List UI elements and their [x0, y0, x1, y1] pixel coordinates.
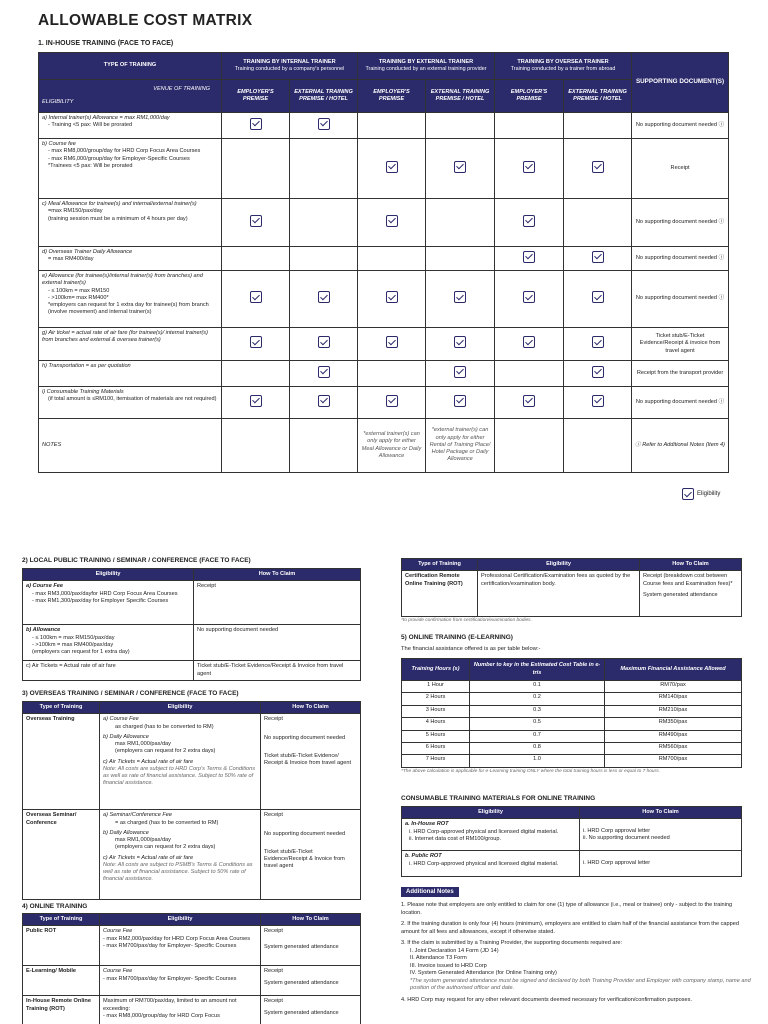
- checkbox-icon: [682, 488, 694, 500]
- s4-claim-header: How To Claim: [261, 914, 361, 926]
- local-public-training-table: [22, 568, 361, 681]
- eligibility-cell: [290, 361, 358, 387]
- eligibility-cell: [222, 271, 290, 328]
- add-note-3-ii: II. Attendance T3 Form: [410, 955, 467, 962]
- hours-cell: 1 Hour: [402, 681, 470, 693]
- eligibility-cell: [495, 361, 564, 387]
- s2-row-a: a) Course Fee - max RM3,000/pax/dayfor HRD Corp Focus Area Courses - max RM1,300/pax/day for Employer Specific Courses: [23, 581, 194, 625]
- in-house-row: [39, 328, 729, 361]
- checkbox-icon: [386, 395, 398, 407]
- s4-claims-elearning: Receipt System generated attendance: [261, 966, 361, 996]
- sub-emp-oversea: EMPLOYER'S PREMISE: [495, 80, 564, 113]
- s4-elig-public-rot: Course Fee - max RM2,000/pax/day for HRD Corp Focus Area Courses - max RM700/pax/day for Employer- Specific Courses: [100, 926, 261, 966]
- s5a-type-header: Type of Training: [402, 559, 478, 571]
- eligibility-cell: [426, 139, 495, 199]
- hours-cell: 3 Hours: [402, 705, 470, 717]
- eligibility-line: *employers can request for 1 extra day for trainee(s) from branch (involve movement) and internal trainer(s): [48, 302, 209, 316]
- group-internal-header: TRAINING BY INTERNAL TRAINER Training conducted by a company's personnel: [222, 53, 358, 80]
- eligibility-line: b) Course fee: [42, 141, 76, 147]
- eligibility-cell: [426, 113, 495, 139]
- supporting-document: [632, 247, 729, 271]
- in-house-row: [39, 271, 729, 328]
- eligibility-cell: [495, 328, 564, 361]
- hours-cell: 0.2: [470, 693, 605, 705]
- checkbox-icon: [386, 161, 398, 173]
- sub-emp-internal: EMPLOYER'S PREMISE: [222, 80, 290, 113]
- eligibility-cell: [222, 113, 290, 139]
- in-house-row: [39, 113, 729, 139]
- additional-notes-heading: Additional Notes: [401, 887, 459, 897]
- s6-row-inhouse: a. In-House ROT i. HRD Corp-approved physical and licensed digital material. ii. Internet data cost of RM100/group.: [402, 819, 580, 851]
- s2-row-b: b) Allowance - ≤ 100km = max RM150/pax/day - >100km = max RM400/pax/day (employers can request for 1 extra day): [23, 625, 194, 661]
- s3-type-overseas-seminar: Overseas Seminar/ Conference: [23, 810, 100, 900]
- sub-ext-external: EXTERNAL TRAINING PREMISE / HOTEL: [426, 80, 495, 113]
- checkbox-icon: [592, 366, 604, 378]
- eligibility-line: g) Air ticket = actual rate of air fare (for trainee(s)/ internal trainer(s) from branches and external & oversea trainer(s): [42, 330, 208, 344]
- s3-claim-header: How To Claim: [261, 702, 361, 714]
- info-icon: ⓘ: [717, 218, 725, 225]
- checkbox-icon: [318, 395, 330, 407]
- eligibility-line: d) Overseas Trainer Daily Allowance: [42, 249, 133, 255]
- supporting-document: [632, 199, 729, 247]
- supporting-document-text: No supporting document needed: [635, 121, 718, 128]
- s4-type-inhouse-rot: In-House Remote Online Training (ROT): [23, 996, 100, 1024]
- s5a-claim-header: How To Claim: [640, 559, 742, 571]
- in-house-row: [39, 361, 729, 387]
- hours-cell: RM350/pax: [605, 718, 742, 730]
- legend-label: Eligibility: [697, 491, 721, 497]
- add-note-3-footnote: *The system generated attendance must be signed and declared by both Training Provider and Employer with company stamp, name and position of the authorised officer and date.: [410, 977, 751, 992]
- eligibility-cell: [426, 271, 495, 328]
- eligibility-cell: [290, 247, 358, 271]
- s4-type-header: Type of Training: [23, 914, 100, 926]
- section-5-intro: The financial assistance offered is as per table below:-: [401, 646, 541, 652]
- supporting-document-text: No supporting document needed: [635, 398, 718, 405]
- s6-eligibility-header: Eligibility: [402, 807, 580, 819]
- hours-cell: RM560/pax: [605, 742, 742, 754]
- checkbox-icon: [250, 336, 262, 348]
- notes-label: NOTES: [39, 419, 222, 473]
- eligibility-cell: [564, 247, 632, 271]
- hours-row: [402, 693, 742, 705]
- hours-row: [402, 705, 742, 717]
- group-external-header: TRAINING BY EXTERNAL TRAINER Training conducted by an external training provider: [358, 53, 495, 80]
- eligibility-line: e) Allowance (for trainee(s)/internal trainer(s) from branches) and external trainer(s): [42, 273, 203, 287]
- checkbox-icon: [250, 291, 262, 303]
- hours-cell: RM490/pax: [605, 730, 742, 742]
- venue-label: VENUE OF TRAINING: [153, 86, 210, 93]
- checkbox-icon: [592, 395, 604, 407]
- row-eligibility: [39, 199, 222, 247]
- in-house-row: [39, 247, 729, 271]
- row-eligibility: [39, 139, 222, 199]
- eligibility-cell: [564, 361, 632, 387]
- eligibility-line: - Training <5 pax: Will be prorated: [48, 122, 133, 129]
- eligibility-line: = max RM400/day: [48, 256, 94, 263]
- in-house-row: [39, 199, 729, 247]
- sub-ext-internal: EXTERNAL TRAINING PREMISE / HOTEL: [290, 80, 358, 113]
- section-6-heading: CONSUMABLE TRAINING MATERIALS FOR ONLINE TRAINING: [401, 795, 596, 802]
- type-of-training-header: TYPE OF TRAINING: [39, 53, 222, 80]
- s6-row-public: b. Public ROT i. HRD Corp-approved physical and licensed digital material.: [402, 851, 580, 877]
- eligibility-cell: [222, 328, 290, 361]
- certification-rot-table: [401, 558, 742, 617]
- supporting-document-text: Receipt: [670, 164, 690, 171]
- add-note-4: 4. HRD Corp may request for any other relevant documents deemed necessary for verification/confirmation purposes.: [401, 997, 693, 1004]
- supporting-document-text: No supporting document needed: [635, 254, 718, 261]
- hours-cell: 7 Hours: [402, 755, 470, 767]
- checkbox-icon: [454, 291, 466, 303]
- note-refer: ⓘ Refer to Additional Notes (Item 4): [632, 419, 729, 473]
- s2-claim-a: Receipt: [194, 581, 361, 625]
- eligibility-cell: [564, 387, 632, 419]
- note-meal: *external trainer(s) can only apply for either Meal Allowance or Daily Allowance: [358, 419, 426, 473]
- section-1-heading: 1. IN-HOUSE TRAINING (FACE TO FACE): [38, 40, 174, 47]
- venue-eligibility-header: [39, 80, 222, 113]
- eligibility-cell: [495, 199, 564, 247]
- info-icon: ⓘ: [717, 254, 725, 261]
- eligibility-cell: [222, 247, 290, 271]
- in-house-row: [39, 387, 729, 419]
- eligibility-cell: [222, 139, 290, 199]
- s3-elig-overseas-seminar: a) Seminar/Conference Fee = as charged (has to be converted to RM) b) Daily Allowance max RM1,000/pax/day (employers can request for 2 extra days) c) Air Tickets = Actual rate of air fare Note: All costs are subject to PSMB's Terms & Conditions as well as rate of financial assistance. Subject to 50% rate of financial assistance.: [100, 810, 261, 900]
- eligibility-line: - max RM6,000/group/day for Employer-Specific Courses: [48, 155, 190, 162]
- hours-cell: RM700/pax: [605, 755, 742, 767]
- eligibility-cell: [358, 387, 426, 419]
- eligibility-cell: [290, 139, 358, 199]
- eligibility-cell: [426, 328, 495, 361]
- eligibility-cell: [358, 271, 426, 328]
- eligibility-line: - ≤ 100km = max RM150: [48, 287, 110, 294]
- eligibility-cell: [358, 361, 426, 387]
- eligibility-line: i) Consumable Training Materials: [42, 389, 124, 395]
- s3-type-header: Type of Training: [23, 702, 100, 714]
- eligibility-line: c) Meal Allowance for trainee(s) and internal/external trainer(s): [42, 201, 197, 207]
- overseas-training-table: [22, 701, 361, 900]
- checkbox-icon: [454, 336, 466, 348]
- s5a-eligibility-header: Eligibility: [478, 559, 640, 571]
- add-note-2: 2. If the training duration is only four (4) hours (minimum), employers are entitled to claim half of the financial assistance from the capped amount for all fees and allowances, except if otherwise stated.: [401, 921, 739, 935]
- note-rental: *external trainer(s) can only apply for either Rental of Training Place/ Hotel Package or Daily Allowance: [426, 419, 495, 473]
- eligibility-cell: [426, 361, 495, 387]
- eligibility-cell: [358, 139, 426, 199]
- checkbox-icon: [386, 215, 398, 227]
- s2-row-c: c) Air Tickets = Actual rate of air fare: [23, 661, 194, 681]
- s5a-footnote: *to provide confirmation from certification/examination bodies.: [401, 618, 532, 623]
- eligibility-cell: [564, 271, 632, 328]
- s2-claim-c: Ticket stub/E-Ticket Evidence/Receipt & Invoice from travel agent: [194, 661, 361, 681]
- s4-eligibility-header: Eligibility: [100, 914, 261, 926]
- eligibility-cell: [426, 247, 495, 271]
- row-eligibility: [39, 247, 222, 271]
- eligibility-line: h) Transportation = as per quotation: [42, 363, 131, 369]
- row-eligibility: [39, 271, 222, 328]
- eligibility-cell: [495, 139, 564, 199]
- info-icon: ⓘ: [717, 398, 725, 405]
- hours-row: [402, 718, 742, 730]
- checkbox-icon: [523, 291, 535, 303]
- eligibility-line: (if total amount is ≤RM100, itemisation of materials are not required): [48, 396, 217, 403]
- hours-cell: 0.8: [470, 742, 605, 754]
- supporting-document: [632, 271, 729, 328]
- eligibility-cell: [564, 139, 632, 199]
- supporting-document-text: Ticket stub/E-Ticket Evidence/Receipt & invoice from travel agent: [639, 333, 721, 354]
- eligibility-cell: [290, 271, 358, 328]
- s3-elig-overseas-training: a) Course Fee as charged (has to be converted to RM) b) Daily Allowance max RM1,000/pax/day (employers can request for 2 extra days) c) Air Tickets = Actual rate of air fare Note: All costs are subject to HRD Corp's Terms & Conditions as well as rate of financial assistance. Subject to 50% rate of financial assistance.: [100, 714, 261, 810]
- s2-claim-header: How To Claim: [194, 569, 361, 581]
- eligibility-line: *Trainees <5 pax: Will be prorated: [48, 162, 133, 169]
- s6-claim-header: How To Claim: [580, 807, 742, 819]
- checkbox-icon: [523, 395, 535, 407]
- group-oversea-header: TRAINING BY OVERSEA TRAINER Training conducted by a trainer from abroad: [495, 53, 632, 80]
- s3-claims-overseas-seminar: Receipt No supporting document needed Ticket stub/E-Ticket Evidence/Receipt & Invoice from travel agent: [261, 810, 361, 900]
- eligibility-cell: [495, 247, 564, 271]
- checkbox-icon: [318, 366, 330, 378]
- section-2-heading: 2) LOCAL PUBLIC TRAINING / SEMINAR / CONFERENCE (FACE TO FACE): [22, 557, 251, 564]
- elearning-hours-table: [401, 658, 742, 768]
- checkbox-icon: [454, 366, 466, 378]
- eligibility-cell: [290, 387, 358, 419]
- eligibility-cell: [426, 387, 495, 419]
- eligibility-line: - max RM8,000/group/day for HRD Corp Focus Area Courses: [48, 148, 201, 155]
- checkbox-icon: [454, 161, 466, 173]
- s5-hours-header: Training Hours (s): [402, 659, 470, 681]
- s4-elig-elearning: Course Fee - max RM700/pax/day for Employer- Specific Courses: [100, 966, 261, 996]
- s4-elig-inhouse-rot: Maximum of RM700/pax/day, limited to an amount not exceeding: - max RM8,000/group/day for HRD Corp Focus: [100, 996, 261, 1024]
- eligibility-cell: [495, 387, 564, 419]
- eligibility-line: (training session must be a minimum of 4 hours per day): [48, 215, 188, 222]
- eligibility-cell: [358, 113, 426, 139]
- supporting-document: [632, 387, 729, 419]
- s4-type-elearning: E-Learning/ Mobile: [23, 966, 100, 996]
- hours-cell: 5 Hours: [402, 730, 470, 742]
- checkbox-icon: [318, 118, 330, 130]
- section-4-heading: 4) ONLINE TRAINING: [22, 903, 88, 910]
- eligibility-cell: [564, 113, 632, 139]
- checkbox-icon: [386, 291, 398, 303]
- info-icon: ⓘ: [717, 121, 725, 128]
- sub-ext-oversea: EXTERNAL TRAINING PREMISE / HOTEL: [564, 80, 632, 113]
- eligibility-cell: [290, 199, 358, 247]
- checkbox-icon: [592, 161, 604, 173]
- eligibility-line: - >100km= max RM400*: [48, 294, 109, 301]
- hours-cell: RM70/pax: [605, 681, 742, 693]
- hours-cell: RM140/pax: [605, 693, 742, 705]
- checkbox-icon: [592, 291, 604, 303]
- supporting-document: [632, 361, 729, 387]
- hours-row: [402, 681, 742, 693]
- s5-footnote: *The above calculation is applicable for e-Learning training ONLY where the total training hours is less or equal to 7 hours.: [401, 769, 660, 774]
- checkbox-icon: [250, 395, 262, 407]
- supporting-documents-header: SUPPORTING DOCUMENT(S): [632, 53, 729, 113]
- eligibility-cell: [222, 361, 290, 387]
- checkbox-icon: [523, 251, 535, 263]
- add-note-1: 1. Please note that employers are only entitled to claim for one (1) type of allowance (i.e., meal or trainee) only - subject to the training location.: [401, 902, 733, 916]
- checkbox-icon: [318, 336, 330, 348]
- online-training-table: [22, 913, 361, 1024]
- s5a-type: Certification Remote Online Training (ROT): [402, 571, 478, 617]
- section-3-heading: 3) OVERSEAS TRAINING / SEMINAR / CONFERENCE (FACE TO FACE): [22, 690, 239, 697]
- row-eligibility: [39, 361, 222, 387]
- hours-cell: 0.7: [470, 730, 605, 742]
- s3-claims-overseas-training: Receipt No supporting document needed Ticket stub/E-Ticket Evidence/ Receipt & Invoice from travel agent: [261, 714, 361, 810]
- eligibility-cell: [290, 328, 358, 361]
- eligibility-cell: [358, 247, 426, 271]
- in-house-training-table: [38, 52, 729, 473]
- eligibility-cell: [358, 328, 426, 361]
- hours-row: [402, 742, 742, 754]
- eligibility-cell: [426, 199, 495, 247]
- info-icon: ⓘ: [635, 441, 641, 448]
- add-note-3: 3. If the claim is submitted by a Training Provider, the supporting documents required are:: [401, 940, 623, 947]
- supporting-document: [632, 139, 729, 199]
- hours-cell: RM210/pax: [605, 705, 742, 717]
- hours-cell: 2 Hours: [402, 693, 470, 705]
- supporting-document: [632, 328, 729, 361]
- checkbox-icon: [250, 118, 262, 130]
- checkbox-icon: [523, 215, 535, 227]
- add-note-3-iv: IV. System Generated Attendance (for Online Training only): [410, 970, 557, 977]
- in-house-row: [39, 139, 729, 199]
- hours-cell: 0.5: [470, 718, 605, 730]
- checkbox-icon: [250, 215, 262, 227]
- s5-max-header: Maximum Financial Assistance Allowed: [605, 659, 742, 681]
- s6-claims-inhouse: i. HRD Corp approval letter ii. No supporting document needed: [580, 819, 742, 851]
- checkbox-icon: [592, 251, 604, 263]
- checkbox-icon: [592, 336, 604, 348]
- s3-type-overseas-training: Overseas Training: [23, 714, 100, 810]
- section-5-heading: 5) ONLINE TRAINING (E-LEARNING): [401, 634, 513, 641]
- eligibility-label: ELIGIBILITY: [42, 98, 74, 105]
- legend: [682, 488, 720, 500]
- s2-claim-b: No supporting document needed: [194, 625, 361, 661]
- hours-row: [402, 730, 742, 742]
- hours-cell: 0.3: [470, 705, 605, 717]
- additional-notes: [401, 902, 751, 1005]
- row-eligibility: [39, 113, 222, 139]
- eligibility-cell: [358, 199, 426, 247]
- eligibility-cell: [222, 387, 290, 419]
- hours-cell: 0.1: [470, 681, 605, 693]
- hours-cell: 1.0: [470, 755, 605, 767]
- eligibility-cell: [495, 113, 564, 139]
- sub-emp-external: EMPLOYER'S PREMISE: [358, 80, 426, 113]
- eligibility-line: =max RM150/pax/day: [48, 208, 103, 215]
- eligibility-cell: [564, 328, 632, 361]
- checkbox-icon: [454, 395, 466, 407]
- hours-cell: 4 Hours: [402, 718, 470, 730]
- s6-claims-public: i. HRD Corp approval letter: [580, 851, 742, 877]
- s2-eligibility-header: Eligibility: [23, 569, 194, 581]
- s3-eligibility-header: Eligibility: [100, 702, 261, 714]
- row-eligibility: [39, 387, 222, 419]
- info-icon: ⓘ: [717, 295, 725, 302]
- eligibility-cell: [564, 199, 632, 247]
- eligibility-cell: [222, 199, 290, 247]
- eligibility-line: a) Internal trainer(s) Allowance = max RM1,000/day: [42, 115, 170, 121]
- add-note-3-i: I. Joint Declaration 14 Form (JD 14): [410, 947, 499, 954]
- s5-etris-header: Number to key in the Estimated Cost Table in e-tris: [470, 659, 605, 681]
- consumable-online-table: [401, 806, 742, 877]
- eligibility-cell: [495, 271, 564, 328]
- s5a-eligibility: Professional Certification/Examination fees as quoted by the certification/examination body.: [478, 571, 640, 617]
- supporting-document-text: Receipt from the transport provider: [636, 369, 724, 376]
- s4-claims-public-rot: Receipt System generated attendance: [261, 926, 361, 966]
- hours-row: [402, 755, 742, 767]
- s4-claims-inhouse-rot: Receipt System generated attendance: [261, 996, 361, 1024]
- hours-cell: 6 Hours: [402, 742, 470, 754]
- checkbox-icon: [523, 161, 535, 173]
- checkbox-icon: [523, 336, 535, 348]
- s4-type-public-rot: Public ROT: [23, 926, 100, 966]
- supporting-document-text: No supporting document needed: [635, 218, 718, 225]
- eligibility-cell: [290, 113, 358, 139]
- row-eligibility: [39, 328, 222, 361]
- page-title: ALLOWABLE COST MATRIX: [38, 12, 253, 29]
- checkbox-icon: [386, 336, 398, 348]
- supporting-document: [632, 113, 729, 139]
- add-note-3-iii: III. Invoice issued to HRD Corp: [410, 962, 487, 969]
- checkbox-icon: [318, 291, 330, 303]
- s5a-claims: Receipt (breakdown cost between Course fees and Examination fees)* System generated attendance: [640, 571, 742, 617]
- supporting-document-text: No supporting document needed: [635, 295, 718, 302]
